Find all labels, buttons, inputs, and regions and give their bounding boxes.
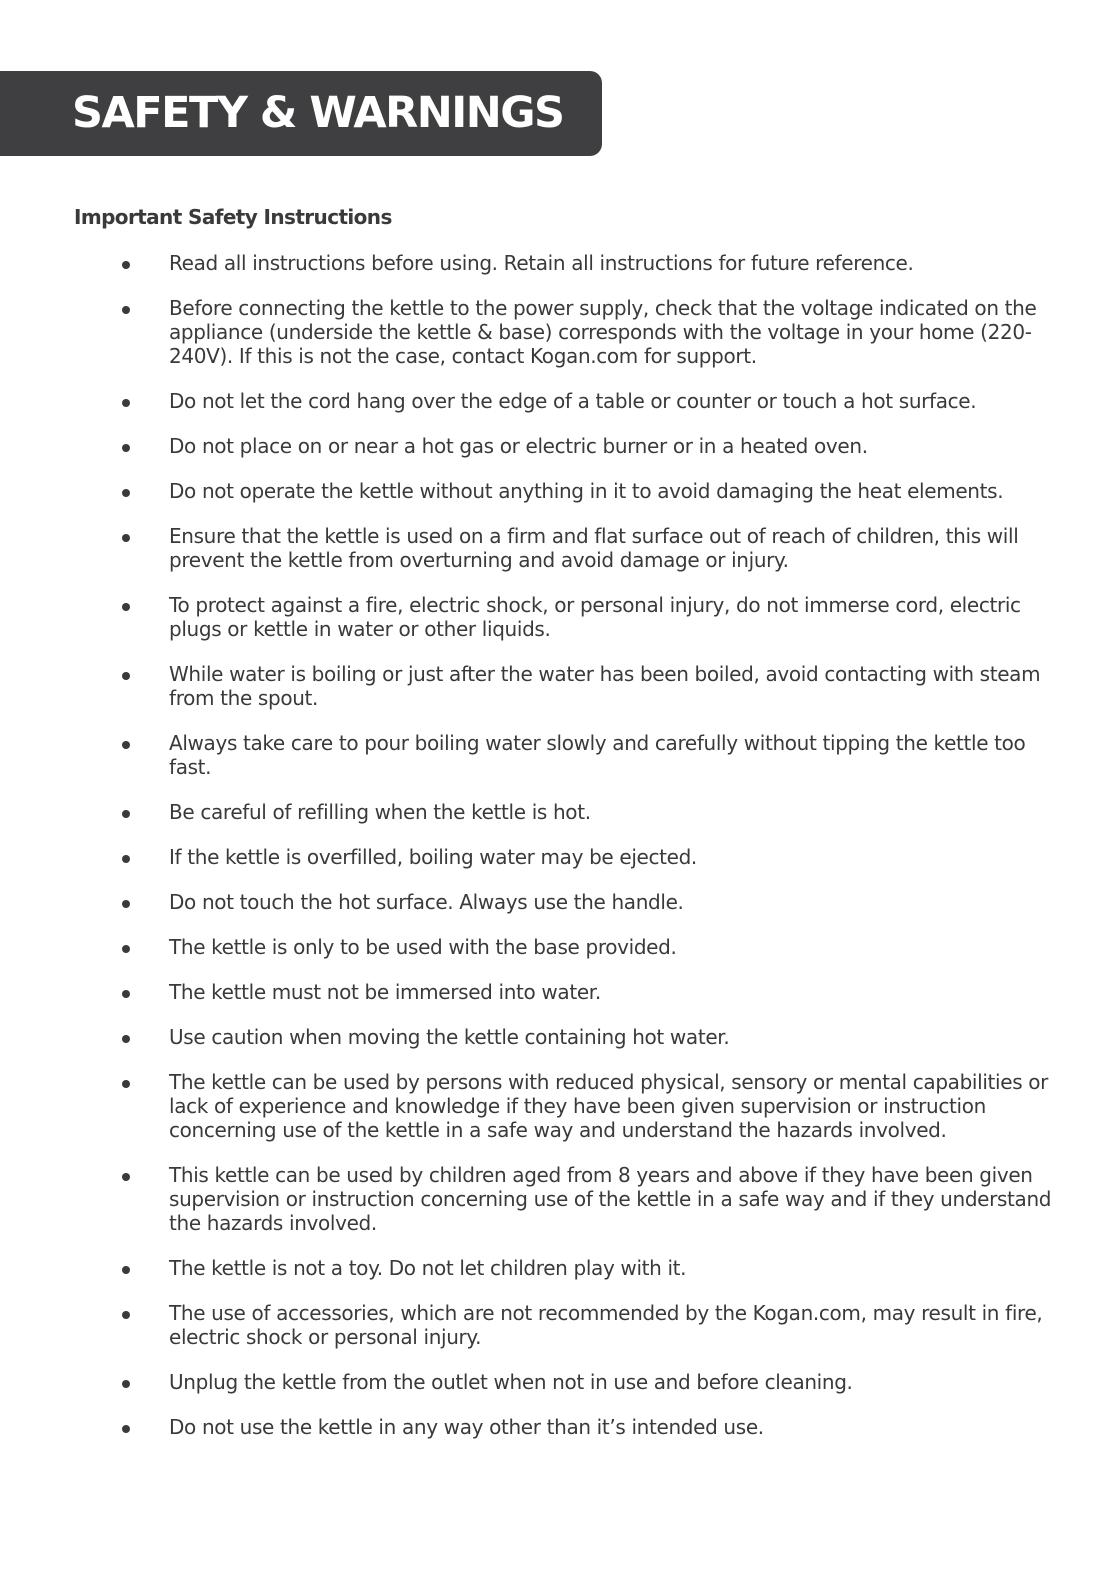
bullet-icon (122, 810, 130, 818)
list-item-text: Do not operate the kettle without anything in it to avoid damaging the heat elements. (169, 479, 1004, 503)
list-item-text: The use of accessories, which are not recommended by the Kogan.com, may result in fire, electric shock or personal injury. (169, 1301, 1043, 1349)
list-item-text: Unplug the kettle from the outlet when not in use and before cleaning. (169, 1370, 853, 1394)
list-item (0, 296, 1120, 368)
list-item-text: Be careful of refilling when the kettle is hot. (169, 800, 591, 824)
list-item (0, 389, 1120, 413)
bullet-icon (122, 741, 130, 749)
list-item-text: This kettle can be used by children aged from 8 years and above if they have been given supervision or instruction concerning use of the kettle in a safe way and if they understand the hazards involved. (169, 1163, 1052, 1235)
bullet-icon (122, 990, 130, 998)
bullet-icon (122, 1380, 130, 1388)
list-item (0, 1415, 1120, 1439)
list-item-text: Do not let the cord hang over the edge of a table or counter or touch a hot surface. (169, 389, 977, 413)
bullet-icon (122, 306, 130, 314)
list-item-text: Do not touch the hot surface. Always use the handle. (169, 890, 684, 914)
list-item (0, 980, 1120, 1004)
list-item (0, 593, 1120, 641)
bullet-icon (122, 489, 130, 497)
bullet-icon (122, 1311, 130, 1319)
header-banner (0, 71, 602, 156)
list-item (0, 1301, 1120, 1349)
bullet-icon (122, 1173, 130, 1181)
list-item-text: If the kettle is overfilled, boiling water may be ejected. (169, 845, 697, 869)
bullet-icon (122, 1080, 130, 1088)
bullet-icon (122, 900, 130, 908)
list-item (0, 662, 1120, 710)
bullet-icon (122, 444, 130, 452)
list-item-text: Always take care to pour boiling water slowly and carefully without tipping the kettle too fast. (169, 731, 1026, 779)
list-item-text: Before connecting the kettle to the power supply, check that the voltage indicated on the appliance (underside the kettle & base) corresponds with the voltage in your home (220-240V). If this is not the case, contact Kogan.com for support. (169, 296, 1037, 368)
list-item (0, 1070, 1120, 1142)
list-item (0, 845, 1120, 869)
list-item (0, 731, 1120, 779)
bullet-icon (122, 261, 130, 269)
list-item-text: While water is boiling or just after the water has been boiled, avoid contacting with steam from the spout. (169, 662, 1041, 710)
list-item-text: The kettle is only to be used with the base provided. (169, 935, 677, 959)
list-item (0, 1025, 1120, 1049)
list-item-text: The kettle can be used by persons with reduced physical, sensory or mental capabilities or lack of experience and knowledge if they have been given supervision or instruction concerning use of the kettle in a safe way and understand the hazards involved. (169, 1070, 1049, 1142)
list-item (0, 1256, 1120, 1280)
list-item (0, 524, 1120, 572)
list-item (0, 1370, 1120, 1394)
bullet-icon (122, 534, 130, 542)
bullet-icon (122, 945, 130, 953)
bullet-icon (122, 855, 130, 863)
bullet-icon (122, 1035, 130, 1043)
list-item (0, 890, 1120, 914)
list-item-text: Ensure that the kettle is used on a firm and flat surface out of reach of children, this will prevent the kettle from overturning and avoid damage or injury. (169, 524, 1019, 572)
bullet-icon (122, 1425, 130, 1433)
list-item-text: Do not place on or near a hot gas or electric burner or in a heated oven. (169, 434, 868, 458)
list-item (0, 800, 1120, 824)
list-item (0, 251, 1120, 275)
bullet-icon (122, 399, 130, 407)
list-item-text: The kettle is not a toy. Do not let children play with it. (169, 1256, 687, 1280)
bullet-icon (122, 672, 130, 680)
bullet-icon (122, 1266, 130, 1274)
list-item (0, 935, 1120, 959)
list-item-text: To protect against a fire, electric shock, or personal injury, do not immerse cord, electric plugs or kettle in water or other liquids. (169, 593, 1021, 641)
list-item-text: Use caution when moving the kettle containing hot water. (169, 1025, 730, 1049)
list-item (0, 434, 1120, 458)
list-item-text: Do not use the kettle in any way other than it’s intended use. (169, 1415, 764, 1439)
list-item (0, 479, 1120, 503)
bullet-icon (122, 603, 130, 611)
list-item-text: Read all instructions before using. Retain all instructions for future reference. (169, 251, 914, 275)
section-heading: Important Safety Instructions (74, 205, 392, 229)
list-item (0, 1163, 1120, 1235)
list-item-text: The kettle must not be immersed into water. (169, 980, 601, 1004)
page-title: SAFETY & WARNINGS (72, 88, 564, 138)
safety-instructions-list (0, 251, 1120, 1460)
